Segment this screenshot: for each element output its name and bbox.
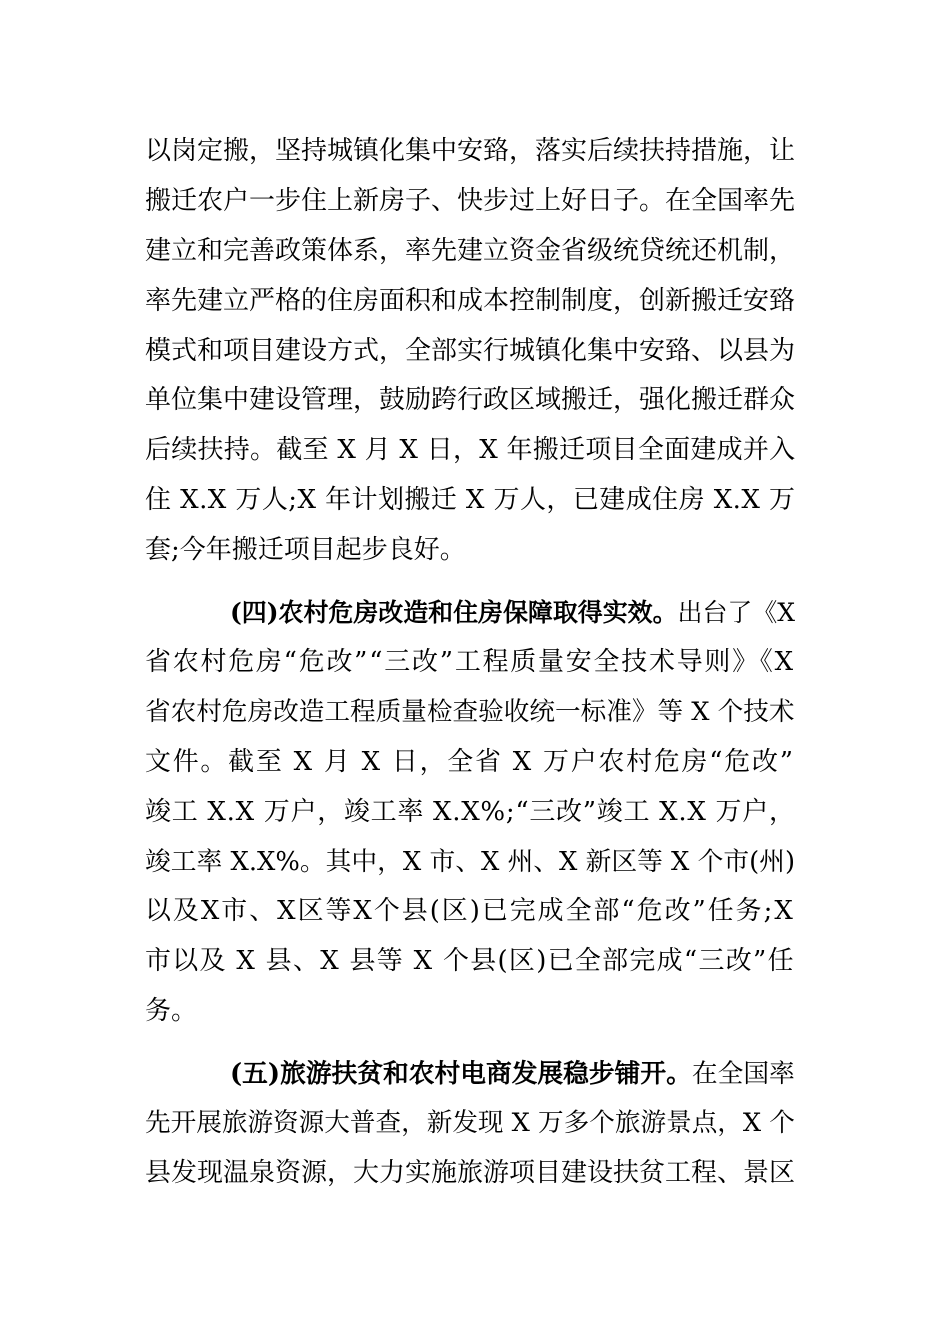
text-line xyxy=(145,480,795,520)
line-text: 先开展旅游资源大普查，新发现 X 万多个旅游景点，X 个 xyxy=(145,1108,795,1138)
text-line xyxy=(145,842,795,882)
text-line xyxy=(145,231,795,271)
line-text: 务。 xyxy=(145,996,198,1026)
text-line xyxy=(145,430,795,470)
line-text: 建立和完善政策体系，率先建立资金省级统贷统还机制， xyxy=(145,236,796,266)
line-text: 竣工率 X.X%。其中，X 市、X 州、X 新区等 X 个市(州) xyxy=(145,847,795,877)
text-line xyxy=(145,380,795,420)
line-text: 单位集中建设管理，鼓励跨行政区域搬迁，强化搬迁群众 xyxy=(145,385,796,415)
text-line xyxy=(145,742,795,782)
line-text: 以岗定搬，坚持城镇化集中安臵，落实后续扶持措施，让 xyxy=(145,136,796,166)
text-line xyxy=(145,792,795,832)
text-line xyxy=(145,281,795,321)
line-text: 文件。截至 X 月 X 日，全省 X 万户农村危房“危改” xyxy=(145,747,795,777)
text-line xyxy=(145,1153,795,1193)
text-line xyxy=(230,593,795,633)
text-line xyxy=(145,1103,795,1143)
text-line xyxy=(145,131,795,171)
line-text: 在全国率 xyxy=(691,1059,795,1089)
text-line xyxy=(145,181,795,221)
line-text: 县发现温泉资源，大力实施旅游项目建设扶贫工程、景区 xyxy=(145,1158,796,1188)
line-text: 套;今年搬迁项目起步良好。 xyxy=(145,535,466,565)
text-line xyxy=(145,692,795,732)
line-text: 率先建立严格的住房面积和成本控制制度，创新搬迁安臵 xyxy=(145,286,796,316)
text-line xyxy=(145,891,795,931)
line-text: 省农村危房改造工程质量检查验收统一标准》等 X 个技术 xyxy=(145,697,795,727)
line-text: 市以及 X 县、X 县等 X 个县(区)已全部完成“三改”任 xyxy=(145,946,795,976)
text-line xyxy=(145,530,795,570)
line-text: 出台了《X xyxy=(677,598,796,627)
text-line xyxy=(145,642,795,682)
line-text: 省农村危房“危改”“三改”工程质量安全技术导则》《X xyxy=(145,647,795,677)
text-line xyxy=(145,331,795,371)
text-line xyxy=(145,991,795,1031)
line-text: 后续扶持。截至 X 月 X 日，X 年搬迁项目全面建成并入 xyxy=(145,435,796,465)
line-text: 模式和项目建设方式，全部实行城镇化集中安臵、以县为 xyxy=(145,336,796,366)
text-line xyxy=(145,941,795,981)
line-text: 竣工 X.X 万户，竣工率 X.X%;“三改”竣工 X.X 万户， xyxy=(145,797,796,827)
section-heading: (五)旅游扶贫和农村电商发展稳步铺开。 xyxy=(230,1059,692,1089)
line-text: 住 X.X 万人;X 年计划搬迁 X 万人，已建成住房 X.X 万 xyxy=(145,485,796,515)
section-heading: (四)农村危房改造和住房保障取得实效。 xyxy=(230,598,678,627)
text-line xyxy=(230,1054,795,1094)
line-text: 搬迁农户一步住上新房子、快步过上好日子。在全国率先 xyxy=(145,186,796,216)
line-text: 以及X市、X区等X个县(区)已完成全部“危改”任务;X xyxy=(145,896,795,926)
